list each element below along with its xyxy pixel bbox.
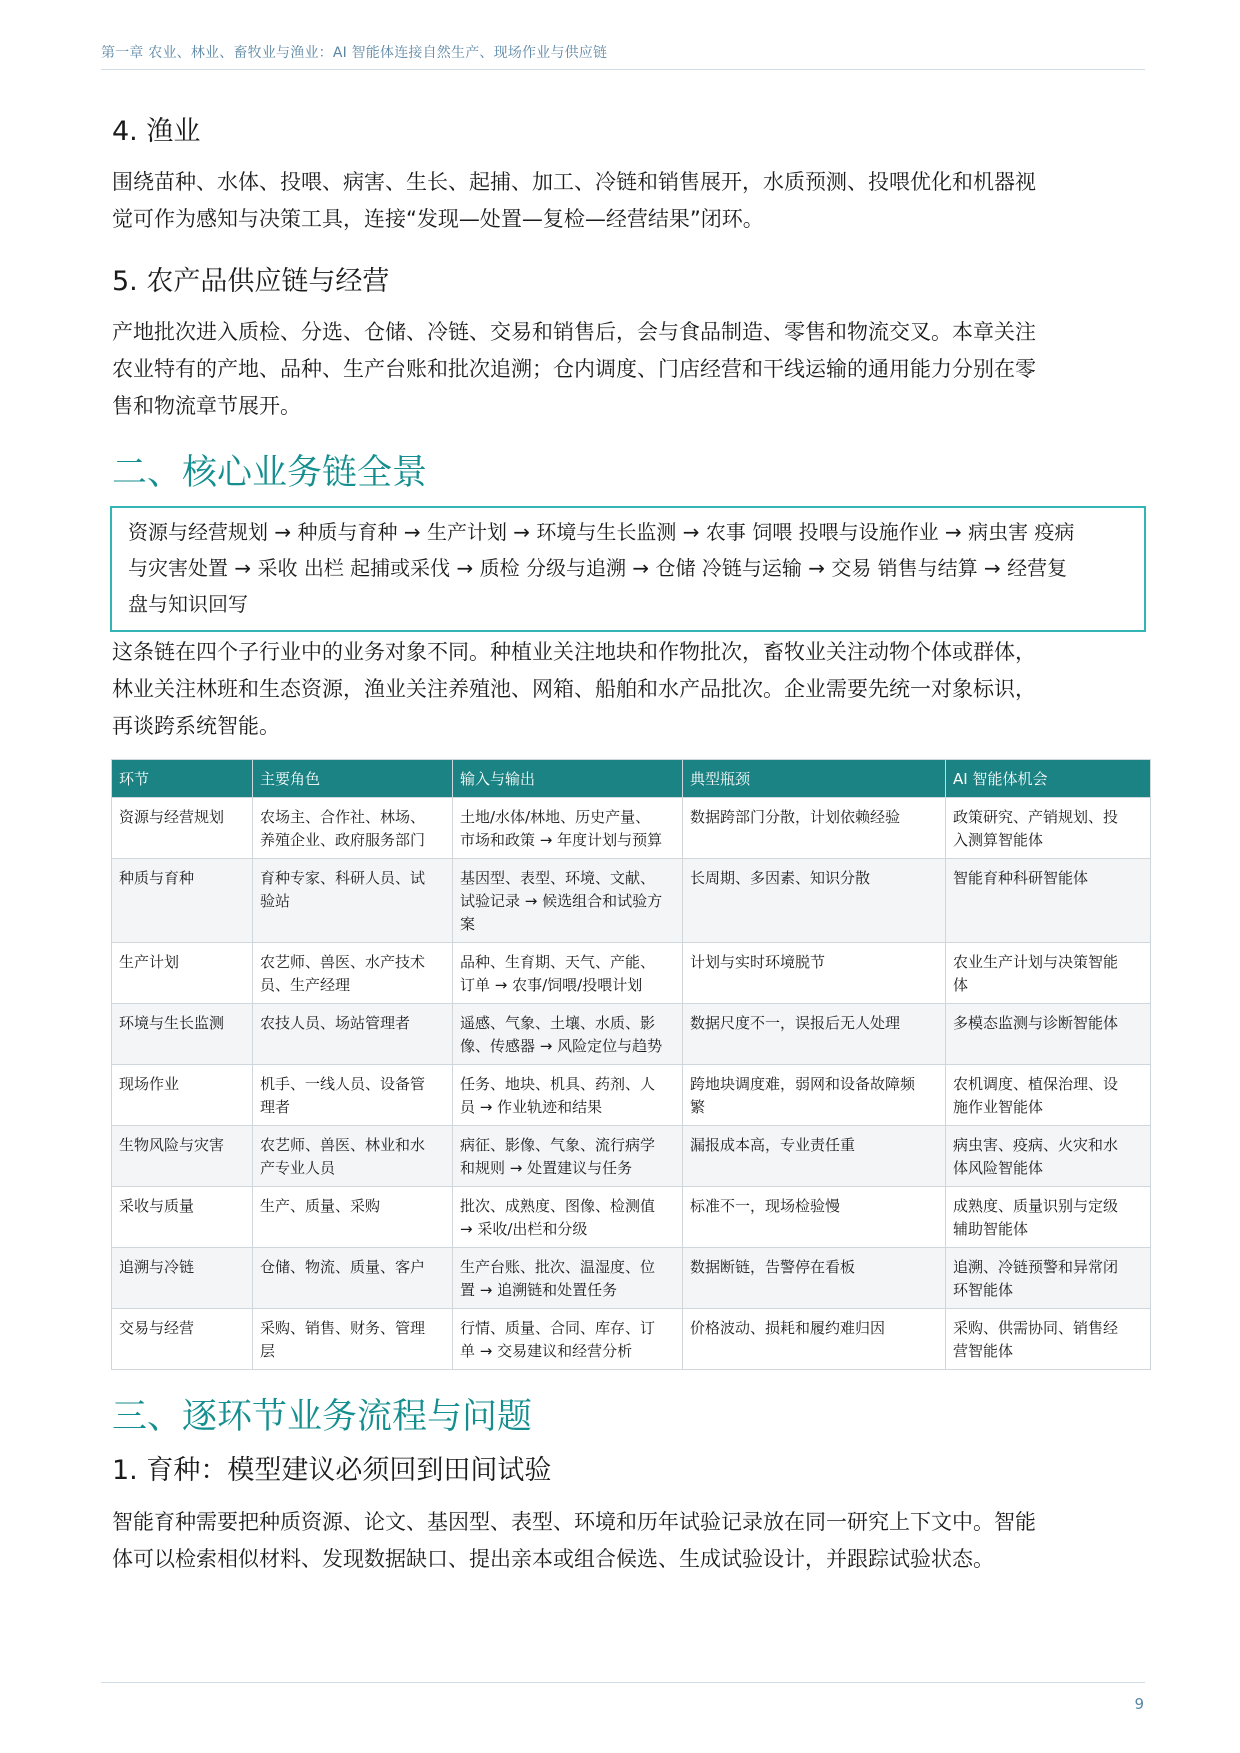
table-cell xyxy=(253,1248,453,1309)
cell-line: 繁 xyxy=(690,1098,706,1116)
flow-line: 盘与知识回写 xyxy=(128,592,248,616)
column-header: AI 智能体机会 xyxy=(946,760,1151,798)
cell-line: 置 → 追溯链和处置任务 xyxy=(460,1281,618,1299)
cell-line: 单 → 交易建议和经营分析 xyxy=(460,1342,633,1360)
column-header: 主要角色 xyxy=(253,760,453,798)
table-cell xyxy=(112,1309,253,1370)
cell-line: 生产计划 xyxy=(119,953,180,971)
column-header: 典型瓶颈 xyxy=(683,760,946,798)
cell-line: 追溯与冷链 xyxy=(119,1258,195,1276)
table-cell xyxy=(112,1065,253,1126)
cell-line: 市场和政策 → 年度计划与预算 xyxy=(460,831,663,849)
cell-line: 像、传感器 → 风险定位与趋势 xyxy=(460,1037,663,1055)
cell-line: 入测算智能体 xyxy=(953,831,1044,849)
cell-line: 标准不一，现场检验慢 xyxy=(690,1197,841,1215)
cell-line: 员、生产经理 xyxy=(260,976,351,994)
table-cell xyxy=(683,1248,946,1309)
cell-line: 农机调度、植保治理、设 xyxy=(953,1075,1119,1093)
cell-line: 农艺师、兽医、水产技术 xyxy=(260,953,426,971)
cell-line: 数据跨部门分散，计划依赖经验 xyxy=(690,808,901,826)
table-cell xyxy=(683,1126,946,1187)
cell-line: 智能育种科研智能体 xyxy=(953,869,1089,887)
cell-line: 农艺师、兽医、林业和水 xyxy=(260,1136,426,1154)
breeding-paragraph xyxy=(112,1504,1146,1578)
table-cell xyxy=(453,1065,683,1126)
chain-overview-paragraph xyxy=(112,634,1146,745)
supply-chain-heading: 5. 农产品供应链与经营 xyxy=(112,266,390,297)
table-cell xyxy=(946,1248,1151,1309)
cell-line: 农场主、合作社、林场、 xyxy=(260,808,426,826)
chain-overview-heading: 二、核心业务链全景 xyxy=(112,453,428,493)
table-cell xyxy=(453,1309,683,1370)
cell-line: 追溯、冷链预警和异常闭 xyxy=(953,1258,1119,1276)
cell-line: 辅助智能体 xyxy=(953,1220,1029,1238)
cell-line: 基因型、表型、环境、文献、 xyxy=(460,869,656,887)
cell-line: 资源与经营规划 xyxy=(119,808,225,826)
table-cell xyxy=(683,1309,946,1370)
table-cell xyxy=(683,1065,946,1126)
fishery-heading: 4. 渔业 xyxy=(112,116,201,147)
cell-line: 育种专家、科研人员、试 xyxy=(260,869,426,887)
table-cell xyxy=(112,859,253,943)
cell-line: 土地/水体/林地、历史产量、 xyxy=(460,808,651,826)
table-cell xyxy=(683,798,946,859)
table-cell xyxy=(453,1126,683,1187)
cell-line: 仓储、物流、质量、客户 xyxy=(260,1258,426,1276)
text-line: 售和物流章节展开。 xyxy=(112,394,301,418)
cell-line: 订单 → 农事/饲喂/投喂计划 xyxy=(460,976,643,994)
table-row xyxy=(112,1065,1151,1126)
text-line: 体可以检索相似材料、发现数据缺口、提出亲本或组合候选、生成试验设计，并跟踪试验状态。 xyxy=(112,1547,994,1571)
table-cell xyxy=(946,798,1151,859)
text-line: 围绕苗种、水体、投喂、病害、生长、起捕、加工、冷链和销售展开，水质预测、投喂优化和机器视 xyxy=(112,170,1036,194)
text-line: 农业特有的产地、品种、生产台账和批次追溯；仓内调度、门店经营和干线运输的通用能力分别在零 xyxy=(112,357,1036,381)
cell-line: 采收与质量 xyxy=(119,1197,195,1215)
text-line: 产地批次进入质检、分选、仓储、冷链、交易和销售后，会与食品制造、零售和物流交叉。本章关注 xyxy=(112,320,1036,344)
table-row xyxy=(112,1126,1151,1187)
table-cell xyxy=(946,943,1151,1004)
cell-line: 病征、影像、气象、流行病学 xyxy=(460,1136,656,1154)
table-row xyxy=(112,943,1151,1004)
cell-line: 批次、成熟度、图像、检测值 xyxy=(460,1197,656,1215)
flow-line: 资源与经营规划 → 种质与育种 → 生产计划 → 环境与生长监测 → 农事 饲喂 投喂与设施作业 → 病虫害 疫病 xyxy=(128,520,1075,544)
cell-line: 生产、质量、采购 xyxy=(260,1197,381,1215)
cell-line: 产专业人员 xyxy=(260,1159,336,1177)
table-cell xyxy=(253,1126,453,1187)
table-cell xyxy=(946,1309,1151,1370)
cell-line: → 采收/出栏和分级 xyxy=(460,1220,588,1238)
table-cell xyxy=(453,1004,683,1065)
cell-line: 数据断链，告警停在看板 xyxy=(690,1258,856,1276)
business-chain-table xyxy=(111,759,1151,1370)
cell-line: 环智能体 xyxy=(953,1281,1014,1299)
cell-line: 交易与经营 xyxy=(119,1319,195,1337)
table-cell xyxy=(112,943,253,1004)
business-chain-flow-box xyxy=(110,506,1146,632)
flow-line: 与灾害处置 → 采收 出栏 起捕或采伐 → 质检 分级与追溯 → 仓储 冷链与运输 → 交易 销售与结算 → 经营复 xyxy=(128,556,1068,580)
table-cell xyxy=(253,859,453,943)
fishery-paragraph xyxy=(112,164,1146,238)
cell-line: 计划与实时环境脱节 xyxy=(690,953,826,971)
table-cell xyxy=(683,1187,946,1248)
column-header: 输入与输出 xyxy=(453,760,683,798)
breeding-subheading: 1. 育种：模型建议必须回到田间试验 xyxy=(112,1455,552,1486)
table-cell xyxy=(253,1004,453,1065)
table-cell xyxy=(253,1187,453,1248)
cell-line: 现场作业 xyxy=(119,1075,180,1093)
text-line: 觉可作为感知与决策工具，连接“发现—处置—复检—经营结果”闭环。 xyxy=(112,207,764,231)
table-cell xyxy=(946,1126,1151,1187)
cell-line: 政策研究、产销规划、投 xyxy=(953,808,1119,826)
cell-line: 验站 xyxy=(260,892,291,910)
table-cell xyxy=(453,1187,683,1248)
table-cell xyxy=(453,943,683,1004)
table-cell xyxy=(112,1004,253,1065)
cell-line: 试验记录 → 候选组合和试验方 xyxy=(460,892,663,910)
table-row xyxy=(112,1004,1151,1065)
page-number: 9 xyxy=(1134,1695,1144,1713)
table-cell xyxy=(946,859,1151,943)
cell-line: 生产台账、批次、温湿度、位 xyxy=(460,1258,656,1276)
table-cell xyxy=(683,1004,946,1065)
table-cell xyxy=(253,943,453,1004)
table-cell xyxy=(253,1065,453,1126)
table-cell xyxy=(946,1187,1151,1248)
text-line: 林业关注林班和生态资源，渔业关注养殖池、网箱、船舶和水产品批次。企业需要先统一对象标识， xyxy=(112,677,1036,701)
supply-chain-paragraph xyxy=(112,314,1146,425)
cell-line: 数据尺度不一，误报后无人处理 xyxy=(690,1014,901,1032)
footer-divider xyxy=(101,1682,1145,1683)
cell-line: 种质与育种 xyxy=(119,869,195,887)
cell-line: 长周期、多因素、知识分散 xyxy=(690,869,871,887)
text-line: 这条链在四个子行业中的业务对象不同。种植业关注地块和作物批次，畜牧业关注动物个体或群体， xyxy=(112,640,1036,664)
table-header-row xyxy=(112,760,1151,798)
table-cell xyxy=(946,1065,1151,1126)
cell-line: 施作业智能体 xyxy=(953,1098,1044,1116)
cell-line: 品种、生育期、天气、产能、 xyxy=(460,953,656,971)
cell-line: 采购、销售、财务、管理 xyxy=(260,1319,426,1337)
table-row xyxy=(112,1309,1151,1370)
table-cell xyxy=(112,1248,253,1309)
cell-line: 采购、供需协同、销售经 xyxy=(953,1319,1119,1337)
cell-line: 病虫害、疫病、火灾和水 xyxy=(953,1136,1119,1154)
cell-line: 农技人员、场站管理者 xyxy=(260,1014,411,1032)
process-heading: 三、逐环节业务流程与问题 xyxy=(112,1397,533,1437)
table-row xyxy=(112,1187,1151,1248)
cell-line: 员 → 作业轨迹和结果 xyxy=(460,1098,603,1116)
table-cell xyxy=(253,798,453,859)
table-cell xyxy=(453,859,683,943)
table-cell xyxy=(683,943,946,1004)
cell-line: 任务、地块、机具、药剂、人 xyxy=(460,1075,656,1093)
cell-line: 农业生产计划与决策智能 xyxy=(953,953,1119,971)
table-row xyxy=(112,859,1151,943)
table-row xyxy=(112,1248,1151,1309)
cell-line: 遥感、气象、土壤、水质、影 xyxy=(460,1014,656,1032)
header-divider xyxy=(101,69,1145,70)
table-cell xyxy=(112,1187,253,1248)
table-cell xyxy=(253,1309,453,1370)
table-cell xyxy=(112,798,253,859)
cell-line: 营智能体 xyxy=(953,1342,1014,1360)
cell-line: 跨地块调度难，弱网和设备故障频 xyxy=(690,1075,916,1093)
table-cell xyxy=(683,859,946,943)
cell-line: 漏报成本高，专业责任重 xyxy=(690,1136,856,1154)
cell-line: 成熟度、质量识别与定级 xyxy=(953,1197,1119,1215)
table-row xyxy=(112,798,1151,859)
cell-line: 案 xyxy=(460,915,476,933)
text-line: 再谈跨系统智能。 xyxy=(112,714,280,738)
cell-line: 养殖企业、政府服务部门 xyxy=(260,831,426,849)
cell-line: 理者 xyxy=(260,1098,291,1116)
page-content xyxy=(112,112,1146,1578)
cell-line: 行情、质量、合同、库存、订 xyxy=(460,1319,656,1337)
column-header: 环节 xyxy=(112,760,253,798)
cell-line: 环境与生长监测 xyxy=(119,1014,225,1032)
cell-line: 体 xyxy=(953,976,969,994)
cell-line: 多模态监测与诊断智能体 xyxy=(953,1014,1119,1032)
cell-line: 生物风险与灾害 xyxy=(119,1136,225,1154)
table-cell xyxy=(453,1248,683,1309)
cell-line: 价格波动、损耗和履约难归因 xyxy=(690,1319,886,1337)
cell-line: 机手、一线人员、设备管 xyxy=(260,1075,426,1093)
text-line: 智能育种需要把种质资源、论文、基因型、表型、环境和历年试验记录放在同一研究上下文中。智能 xyxy=(112,1510,1036,1534)
cell-line: 层 xyxy=(260,1342,276,1360)
table-cell xyxy=(453,798,683,859)
table-body xyxy=(112,798,1151,1370)
cell-line: 和规则 → 处置建议与任务 xyxy=(460,1159,633,1177)
cell-line: 体风险智能体 xyxy=(953,1159,1044,1177)
running-header: 第一章 农业、林业、畜牧业与渔业：AI 智能体连接自然生产、现场作业与供应链 xyxy=(101,45,608,61)
table-cell xyxy=(112,1126,253,1187)
table-cell xyxy=(946,1004,1151,1065)
